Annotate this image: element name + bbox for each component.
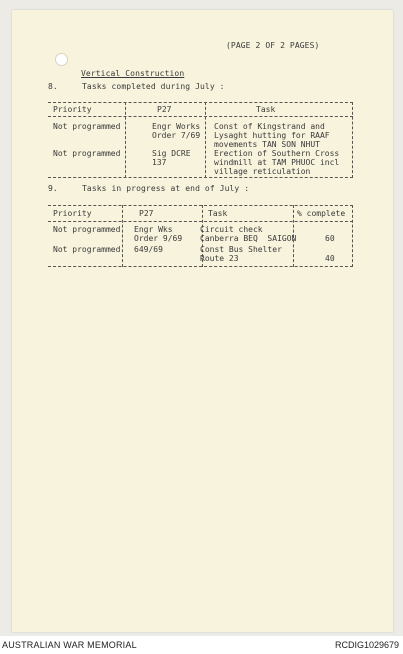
section-9-title: Tasks in progress at end of July :: [82, 184, 250, 193]
row1-task: Const of Kingstrand and Lysaght hutting for RAAF movements TAN SON NHUT: [214, 122, 330, 149]
row1-priority: Not programmed: [53, 225, 121, 234]
section-heading: Vertical Construction: [81, 69, 185, 78]
table-rule: [48, 102, 353, 103]
row1-p27: Engr Wks Order 9/69: [134, 225, 183, 243]
header-task: Task: [208, 209, 228, 218]
header-p27: P27: [157, 105, 172, 114]
completed-tasks-table: [48, 102, 353, 178]
section-8-number: 8.: [48, 82, 58, 91]
header-percent-complete: % complete: [297, 209, 346, 218]
row2-task: Const Bus Shelter Route 23: [200, 245, 282, 263]
row2-priority: Not programmed: [53, 245, 121, 254]
row1-percent-complete: 60: [325, 234, 335, 243]
header-task: Task: [256, 105, 276, 114]
row2-priority: Not programmed: [53, 149, 121, 158]
footer-institution: AUSTRALIAN WAR MEMORIAL: [2, 640, 137, 650]
table-rule: [48, 177, 353, 178]
column-divider: [122, 205, 123, 267]
footer-record-id: RCDIG1029679: [334, 640, 399, 650]
section-8-title: Tasks completed during July :: [82, 82, 225, 91]
punch-hole: [55, 53, 68, 66]
row1-task: Circuit check Canberra BEQ SAIGON: [200, 225, 297, 243]
column-divider: [125, 102, 126, 178]
row2-percent-complete: 40: [325, 254, 335, 263]
page-label: (PAGE 2 OF 2 PAGES): [226, 41, 320, 50]
row1-priority: Not programmed: [53, 122, 121, 131]
column-divider: [205, 102, 206, 178]
section-9-number: 9.: [48, 184, 58, 193]
table-rule: [48, 116, 353, 117]
row2-p27: Sig DCRE 137: [152, 149, 191, 167]
row1-p27: Engr Works Order 7/69: [152, 122, 201, 140]
header-priority: Priority: [53, 209, 92, 218]
column-divider: [352, 102, 353, 178]
header-priority: Priority: [53, 105, 92, 114]
header-p27: P27: [139, 209, 154, 218]
row2-p27: 649/69: [134, 245, 163, 254]
row2-task: Erection of Southern Cross windmill at TAM PHUOC incl village reticulation: [214, 149, 340, 176]
table-rule: [48, 266, 353, 267]
table-rule: [48, 221, 353, 222]
column-divider: [352, 205, 353, 267]
table-rule: [48, 205, 353, 206]
in-progress-tasks-table: [48, 205, 353, 267]
archive-footer: [0, 636, 403, 654]
